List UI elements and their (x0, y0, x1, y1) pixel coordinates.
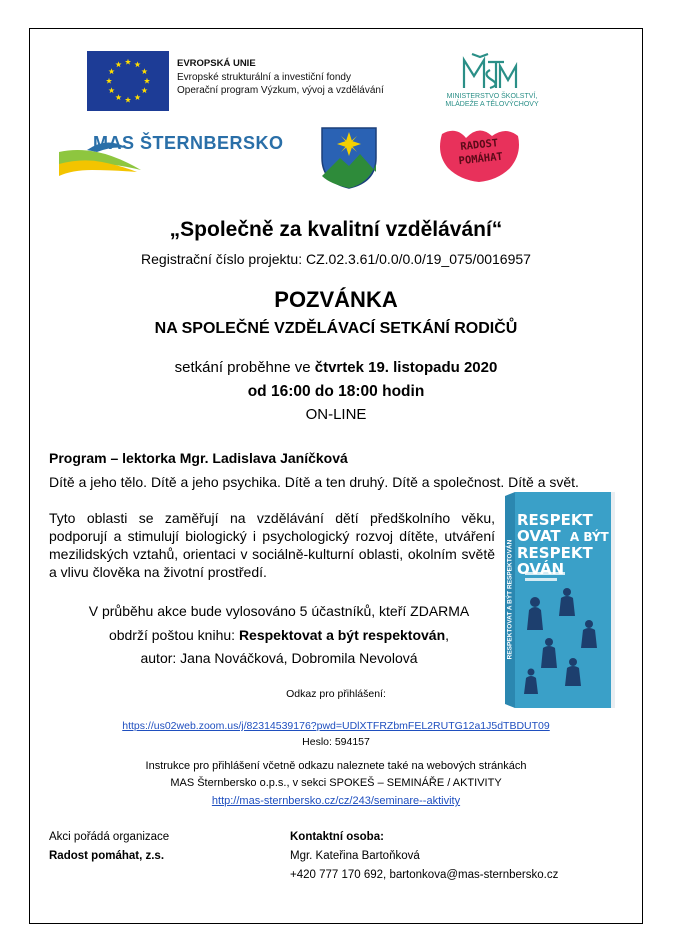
eu-star-icon (109, 87, 115, 93)
meeting-prefix: setkání proběhne ve (174, 359, 315, 376)
organizer-label: Akci pořádá organizace (49, 831, 170, 843)
eu-line-2: Evropské strukturální a investiční fondy (177, 71, 351, 83)
eu-star-icon (125, 97, 131, 103)
giveaway-authors: autor: Jana Nováčková, Dobromila Nevolová (140, 650, 418, 666)
zoom-link[interactable]: https://us02web.zoom.us/j/82314539176?pwd=UDlXTFRZbmFEL2RUTG12a1J5dTBDUT09 (122, 720, 550, 732)
eu-line-1: EVROPSKÁ UNIE (177, 58, 256, 69)
eu-logo-text (177, 57, 384, 98)
eu-flag-logo (87, 51, 169, 111)
eu-star-icon (134, 94, 140, 100)
book-title-line: RESPEKT (517, 511, 593, 529)
giveaway-suffix: , (445, 627, 450, 643)
instructions-line-2: MAS Šternbersko o.p.s., v sekci SPOKEŠ – SEMINÁŘE / AKTIVITY (170, 777, 502, 789)
book-title-line: A BÝT (569, 530, 609, 544)
eu-star-icon (109, 68, 115, 74)
radost-logo-text: RADOST POMÁHAT (458, 137, 504, 168)
giveaway-line-1: V průběhu akce bude vylosováno 5 účastníků, kteří ZDARMA (88, 603, 470, 619)
giveaway-line-2 (29, 627, 529, 643)
eu-star-icon (141, 68, 147, 74)
program-paragraph-1: Dítě a jeho tělo. Dítě a jeho psychika. Dítě a ten druhý. Dítě a společnost. Dítě a svět. (49, 474, 579, 490)
eu-star-icon (106, 78, 112, 84)
book-title-line: OVAT (517, 527, 561, 545)
msmt-logo (430, 48, 550, 128)
instructions-line-1: Instrukce pro přihlášení včetně odkazu naleznete také na webových stránkách (145, 760, 527, 772)
login-label: Odkaz pro přihlášení: (286, 688, 386, 700)
contact-name: Mgr. Kateřina Bartoňková (290, 850, 420, 862)
book-title-line: RESPEKT (517, 544, 593, 562)
meeting-date-line (29, 359, 643, 376)
meeting-format: ON-LINE (305, 406, 367, 423)
msmt-logo-text (434, 93, 550, 109)
eu-star-icon (115, 94, 121, 100)
project-title: „Společně za kvalitní vzdělávání“ (169, 218, 503, 241)
invitation-subtitle: NA SPOLEČNÉ VZDĚLÁVACÍ SETKÁNÍ RODIČŮ (154, 320, 518, 337)
book-cover-image (505, 492, 615, 708)
invitation-title: POZVÁNKA (274, 287, 398, 312)
msmt-line-1: MINISTERSTVO ŠKOLSTVÍ, (446, 93, 538, 100)
eu-star-icon (115, 61, 121, 67)
giveaway-book-title: Respektovat a být respektován (238, 627, 446, 643)
organizer-name: Radost pomáhat, z.s. (49, 850, 165, 862)
eu-star-icon (141, 87, 147, 93)
eu-star-icon (144, 78, 150, 84)
contact-details: +420 777 170 692, bartonkova@mas-sternbersko.cz (290, 869, 559, 881)
program-paragraph-2: Tyto oblasti se zaměřují na vzdělávání dětí předškolního věku, podporují a stimulují biologický i psychologický rozvoj dítěte, utváření mezilidských vztahů, orientaci v sociálně-kulturní oblasti, okolním světě a vlivu člověka na životní prostředí. (49, 510, 495, 580)
sternberk-crest-icon (318, 124, 380, 190)
zoom-password: Heslo: 594157 (302, 736, 370, 748)
meeting-time: od 16:00 do 18:00 hodin (247, 383, 425, 400)
registration-number: Registrační číslo projektu: CZ.02.3.61/0.0/0.0/19_075/0016957 (141, 251, 531, 267)
meeting-date: čtvrtek 19. listopadu 2020 (314, 359, 498, 376)
mas-logo-text: MAS ŠTERNBERSKO (93, 133, 284, 153)
msmt-logo-mark (430, 48, 550, 98)
book-cover-title (517, 512, 613, 577)
program-heading: Program – lektorka Mgr. Ladislava Janíčková (49, 450, 348, 466)
book-spine-text: RESPEKTOVAT A BÝT RESPEKTOVÁN (506, 539, 514, 660)
contact-label: Kontaktní osoba: (290, 831, 384, 843)
eu-star-icon (134, 61, 140, 67)
eu-line-3: Operační program Výzkum, vývoj a vzdělávání (177, 85, 384, 96)
book-title-line: OVÁN (517, 560, 565, 578)
msmt-line-2: MLÁDEŽE A TĚLOVÝCHOVY (445, 101, 539, 108)
eu-star-icon (125, 59, 131, 65)
giveaway-prefix: obdrží poštou knihu: (108, 627, 239, 643)
radost-pomahat-logo (436, 124, 522, 186)
instructions-link[interactable]: http://mas-sternbersko.cz/cz/243/seminare--aktivity (211, 795, 461, 807)
